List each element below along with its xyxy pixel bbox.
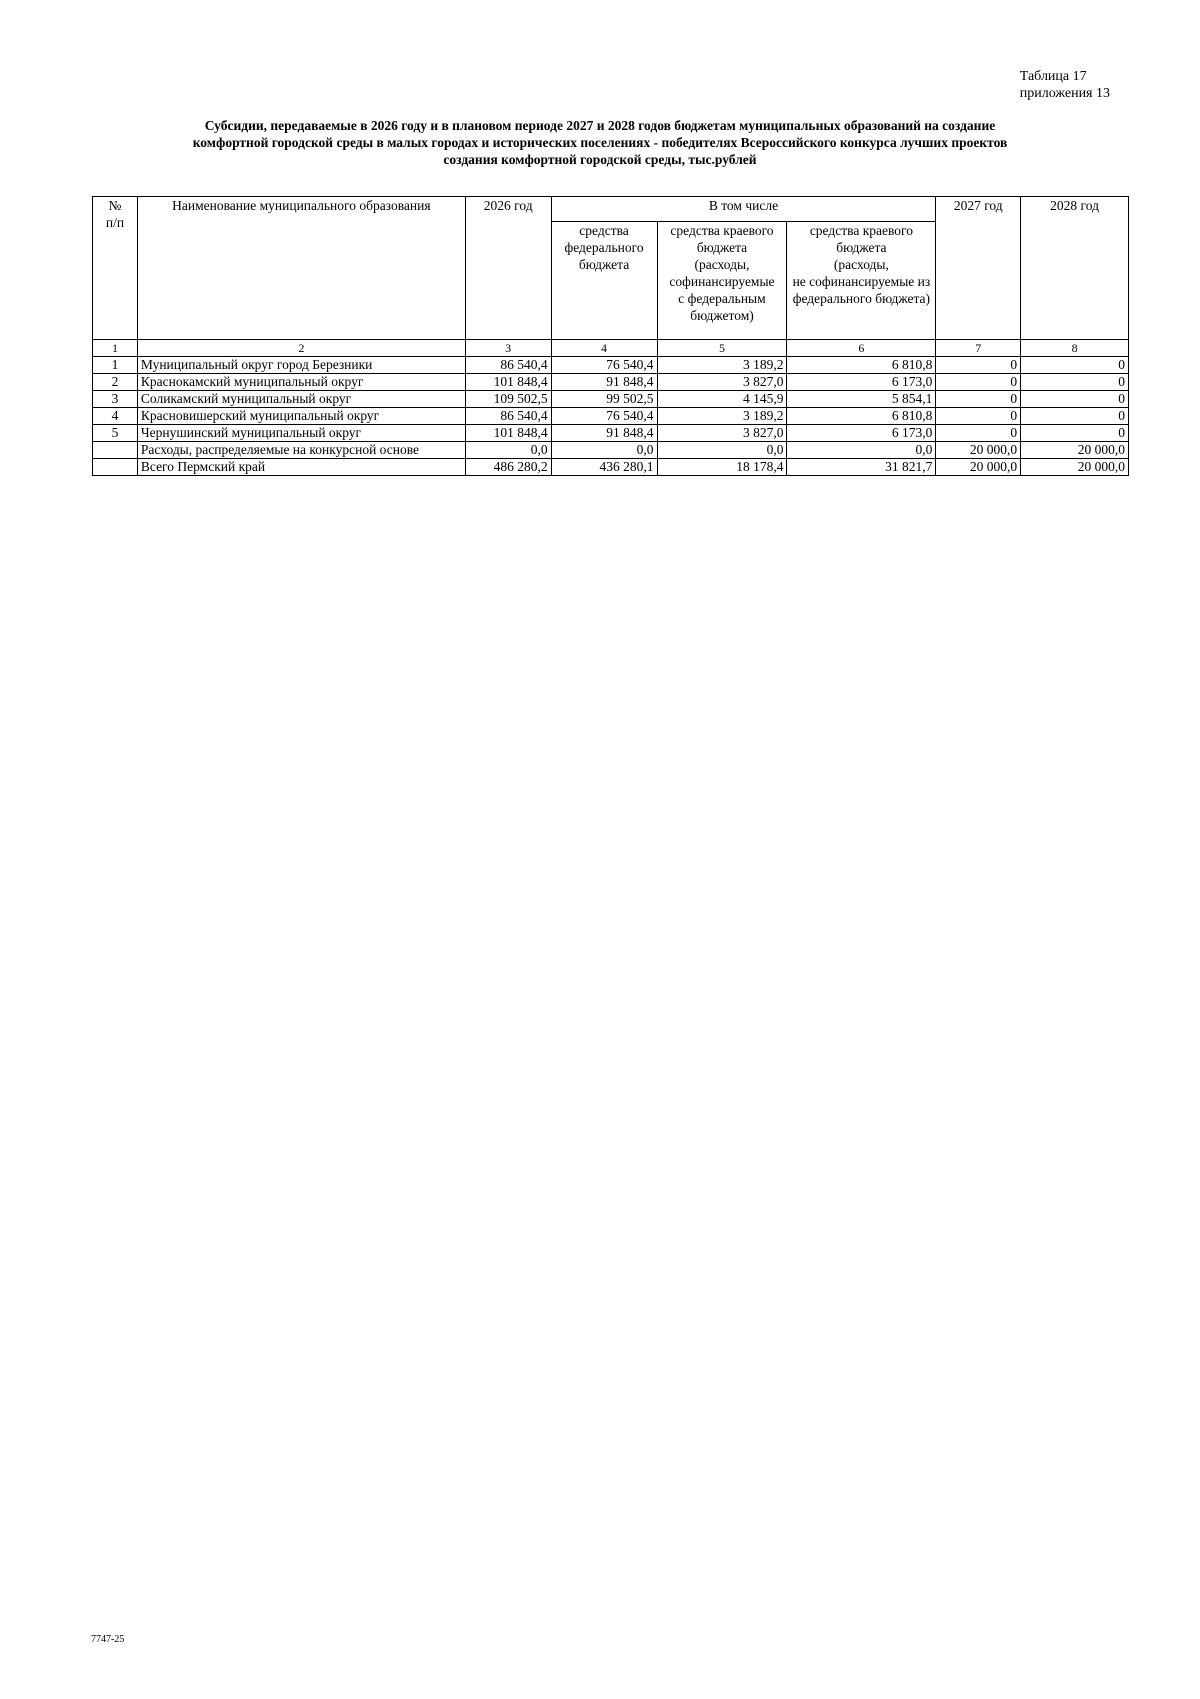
column-number: 2 [137, 340, 465, 357]
row-cofinanced: 3 827,0 [657, 374, 787, 391]
row-not-cofinanced: 6 810,8 [787, 357, 936, 374]
header-line: федерального [564, 240, 644, 255]
row-cofinanced: 4 145,9 [657, 391, 787, 408]
row-cofinanced: 0,0 [657, 442, 787, 459]
row-index [93, 442, 138, 459]
column-number: 6 [787, 340, 936, 357]
column-number: 4 [551, 340, 657, 357]
header-line: (расходы, [694, 257, 750, 272]
header-line: федерального бюджета) [792, 291, 931, 306]
row-2026: 86 540,4 [465, 357, 551, 374]
row-2028: 20 000,0 [1021, 442, 1129, 459]
header-2027: 2027 год [936, 197, 1021, 340]
column-number: 7 [936, 340, 1021, 357]
row-index: 2 [93, 374, 138, 391]
header-number-line: № [108, 198, 122, 213]
row-municipality: Краснокамский муниципальный округ [137, 374, 465, 391]
row-municipality: Чернушинский муниципальный округ [137, 425, 465, 442]
row-cofinanced: 3 827,0 [657, 425, 787, 442]
row-2028: 0 [1021, 408, 1129, 425]
header-line: бюджета [578, 257, 630, 272]
row-index [93, 459, 138, 476]
table-ref-appendix: приложения 13 [1019, 86, 1110, 101]
row-index: 4 [93, 408, 138, 425]
table-row [93, 408, 1129, 425]
row-index: 1 [93, 357, 138, 374]
row-cofinanced: 3 189,2 [657, 408, 787, 425]
header-2026: 2026 год [465, 197, 551, 340]
table-ref-number: Таблица 17 [1019, 69, 1087, 84]
header-line: бюджета [696, 240, 748, 255]
row-2027: 0 [936, 408, 1021, 425]
row-2027: 20 000,0 [936, 459, 1021, 476]
row-2026: 86 540,4 [465, 408, 551, 425]
row-not-cofinanced: 0,0 [787, 442, 936, 459]
row-cofinanced: 18 178,4 [657, 459, 787, 476]
header-line: софинансируемые [669, 274, 775, 289]
row-not-cofinanced: 31 821,7 [787, 459, 936, 476]
header-municipality: Наименование муниципального образования [137, 197, 465, 340]
row-federal: 91 848,4 [551, 374, 657, 391]
row-municipality: Расходы, распределяемые на конкурсной основе [137, 442, 465, 459]
row-municipality: Всего Пермский край [137, 459, 465, 476]
row-cofinanced: 3 189,2 [657, 357, 787, 374]
header-line: не софинансируемые из [792, 274, 931, 289]
row-municipality: Красновишерский муниципальный округ [137, 408, 465, 425]
row-2027: 0 [936, 391, 1021, 408]
table-reference [1020, 68, 1110, 102]
row-2027: 0 [936, 374, 1021, 391]
column-number: 8 [1021, 340, 1129, 357]
row-2027: 0 [936, 357, 1021, 374]
row-federal: 0,0 [551, 442, 657, 459]
column-number-row [93, 340, 1129, 357]
header-2028: 2028 год [1021, 197, 1129, 340]
title-line: создания комфортной городской среды, тыс.рублей [443, 152, 757, 167]
header-federal-budget [551, 222, 657, 340]
header-line: средства [579, 223, 629, 238]
row-2028: 0 [1021, 374, 1129, 391]
row-not-cofinanced: 5 854,1 [787, 391, 936, 408]
row-federal: 99 502,5 [551, 391, 657, 408]
row-2026: 486 280,2 [465, 459, 551, 476]
row-2027: 20 000,0 [936, 442, 1021, 459]
row-2028: 20 000,0 [1021, 459, 1129, 476]
document-code: 7747-25 [91, 1634, 125, 1645]
table-row-competitive [93, 442, 1129, 459]
header-number-line: п/п [105, 215, 125, 230]
row-index: 5 [93, 425, 138, 442]
column-number: 5 [657, 340, 787, 357]
row-2026: 101 848,4 [465, 425, 551, 442]
header-including: В том числе [551, 197, 936, 222]
header-line: бюджетом) [690, 308, 754, 323]
row-not-cofinanced: 6 173,0 [787, 374, 936, 391]
row-municipality: Соликамский муниципальный округ [137, 391, 465, 408]
column-number: 1 [93, 340, 138, 357]
header-line: с федеральным [678, 291, 766, 306]
row-2026: 0,0 [465, 442, 551, 459]
row-2027: 0 [936, 425, 1021, 442]
row-2026: 109 502,5 [465, 391, 551, 408]
row-2028: 0 [1021, 425, 1129, 442]
row-not-cofinanced: 6 810,8 [787, 408, 936, 425]
table-row [93, 425, 1129, 442]
header-line: средства краевого [670, 223, 774, 238]
row-federal: 91 848,4 [551, 425, 657, 442]
row-2028: 0 [1021, 357, 1129, 374]
title-line: Субсидии, передаваемые в 2026 году и в плановом периоде 2027 и 2028 годов бюджетам муниципальных образований на создание [204, 118, 996, 133]
column-number: 3 [465, 340, 551, 357]
table-row [93, 391, 1129, 408]
table-row-total [93, 459, 1129, 476]
header-line: (расходы, [833, 257, 889, 272]
header-regional-cofinanced [657, 222, 787, 340]
document-title [150, 117, 1050, 168]
row-municipality: Муниципальный округ город Березники [137, 357, 465, 374]
title-line: комфортной городской среды в малых городах и исторических поселениях - победителях Всероссийского конкурса лучших проектов [192, 135, 1008, 150]
header-number [93, 197, 138, 340]
header-regional-not-cofinanced [787, 222, 936, 340]
header-line: средства краевого [809, 223, 913, 238]
row-2028: 0 [1021, 391, 1129, 408]
row-federal: 76 540,4 [551, 357, 657, 374]
header-line: бюджета [836, 240, 887, 255]
row-2026: 101 848,4 [465, 374, 551, 391]
row-federal: 436 280,1 [551, 459, 657, 476]
table-row [93, 357, 1129, 374]
row-federal: 76 540,4 [551, 408, 657, 425]
table-row [93, 374, 1129, 391]
row-not-cofinanced: 6 173,0 [787, 425, 936, 442]
subsidies-table [92, 196, 1129, 476]
row-index: 3 [93, 391, 138, 408]
